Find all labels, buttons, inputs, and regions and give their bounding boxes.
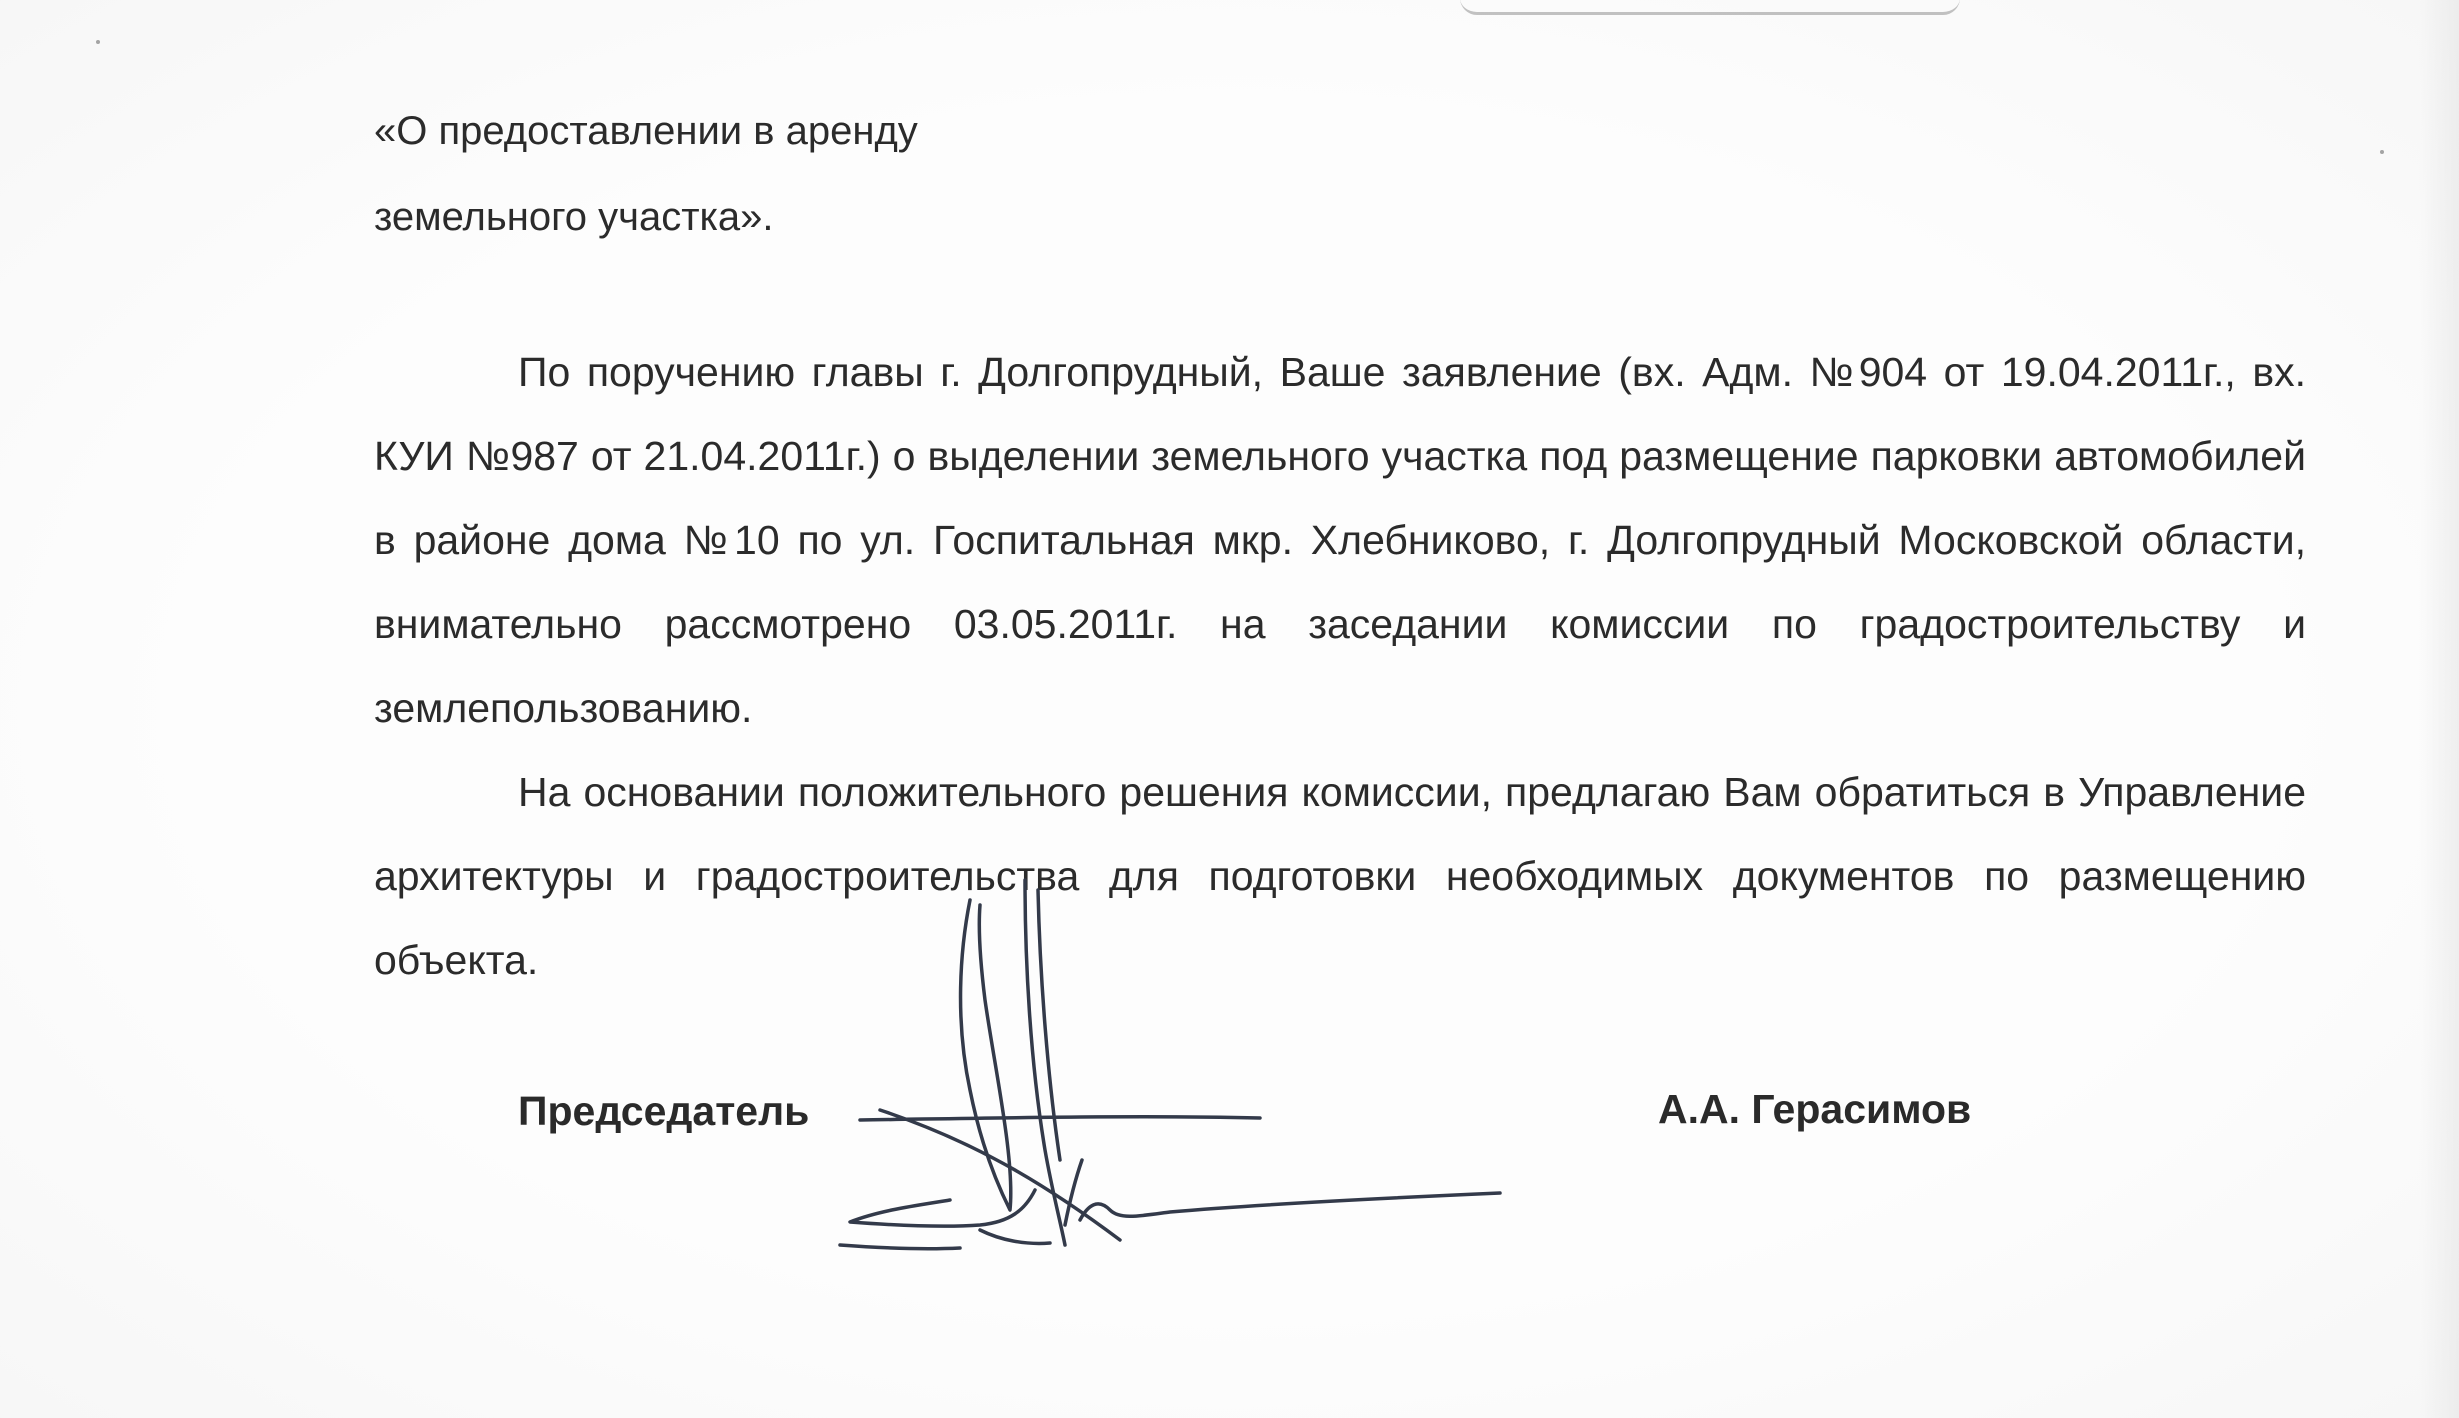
signatory-name: А.А. Герасимов: [1658, 1086, 1972, 1132]
body-paragraph-2: На основании положительного решения комиссии, предлагаю Вам обратиться в Управление архитектуры и градостроительства для подготовки необходимых документов по размещению объекта.: [374, 769, 2306, 983]
scan-edge-shadow: [2419, 0, 2459, 1418]
body-paragraph-1: По поручению главы г. Долгопрудный, Ваше заявление (вх. Адм. №904 от 19.04.2011г., вх. КУИ №987 от 21.04.2011г.) о выделении земельного участка под размещение парковки автомобилей в районе дома №10 по ул. Госпитальная мкр. Хлебниково, г. Долгопрудный Московской области, внимательно рассмотрено 03.05.2011г. на заседании комиссии по градостроительству и землепользованию.: [374, 349, 2306, 731]
handwritten-signature-icon: [820, 860, 1520, 1280]
scan-speck: [2380, 150, 2384, 154]
subject-line-2: земельного участка».: [374, 195, 774, 239]
letter-subject: [374, 88, 918, 260]
scan-speck: [96, 40, 100, 44]
signatory-title: Председатель: [518, 1088, 810, 1134]
cropped-header-remnant: [1460, 0, 1960, 15]
subject-line-1: «О предоставлении в аренду: [374, 109, 918, 153]
